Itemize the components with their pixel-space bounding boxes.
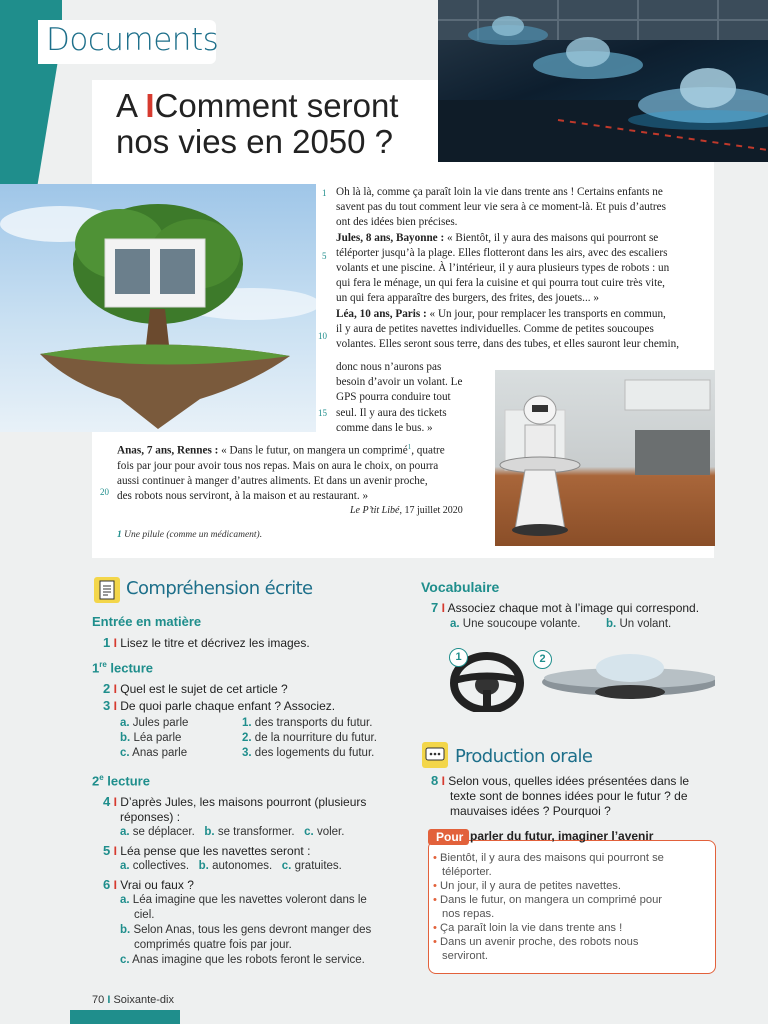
pour-item-text: serviront.	[442, 950, 489, 962]
text-line: ont des idées bien précises.	[336, 216, 458, 229]
flying-saucers-image	[438, 0, 768, 162]
question-number: 8	[431, 773, 439, 788]
footer-bar: I	[107, 994, 111, 1006]
text-line: qui fera le ménage, un qui fera la cuisine et qui pourra tout cuire très vite,	[336, 277, 665, 290]
text-line: « Bientôt, il y aura des maisons qui pourront se	[444, 231, 659, 244]
question-3: 3 I De quoi parle chaque enfant ? Associez.	[103, 698, 336, 713]
text-line: fois par jour pour avoir tous nos repas. Mais on aura le choix, on pourra	[117, 459, 439, 472]
pour-item-text: Dans le futur, on mangera un comprimé pour	[440, 894, 663, 906]
text-line: « Dans le futur, on mangera un comprimé	[218, 444, 408, 457]
section-label: Documents	[46, 22, 219, 58]
pour-item: • Dans le futur, on mangera un comprimé pour nos repas.	[433, 894, 663, 920]
pour-title: parler du futur, imaginer l’avenir	[470, 829, 654, 843]
q4-options	[120, 825, 344, 840]
question-number: 2	[103, 681, 111, 696]
question-6: 6 I Vrai ou faux ?	[103, 877, 194, 892]
question-text: Associez chaque mot à l’image qui correspond.	[447, 601, 700, 615]
article-text-narrow	[336, 360, 476, 436]
page-footer	[92, 994, 174, 1006]
text-line: il y aura de petites navettes individuelles. Comme de petites soucoupes	[336, 322, 654, 335]
pour-item-text: nos repas.	[442, 908, 495, 920]
source-name: Le P’tit Libé	[350, 505, 400, 516]
jules-name: Jules, 8 ans, Bayonne :	[336, 231, 445, 244]
option-letter: b.	[606, 618, 617, 630]
text-line: volants et une piscine. À l’intérieur, il y aura plusieurs types de robots : un	[336, 262, 670, 275]
lecture-number: 2	[92, 773, 100, 789]
lecture-label: lecture	[103, 773, 150, 789]
option-letter: c.	[120, 747, 130, 759]
text-line: des robots nous serviront, à la maison et au restaurant. »	[117, 490, 369, 503]
text-line: « Un jour, pour remplacer les transports en commun,	[426, 307, 666, 320]
lecture-2-heading	[92, 773, 150, 788]
option-text: collectives.	[132, 860, 190, 872]
line-number: 5	[322, 251, 327, 261]
text-line: un qui fera apparaître des burgers, des frites, des jouets... »	[336, 292, 599, 305]
q5-options	[120, 859, 342, 874]
footer-teal-band	[70, 1010, 180, 1024]
question-2: 2 I Quel est le sujet de cet article ?	[103, 681, 288, 696]
text-line: volantes. Elles seront sous terre, dans des tubes, et elles sauront leur chemin,	[336, 338, 679, 351]
text-line: seul. Il y aura des tickets	[336, 406, 447, 419]
footnote-number: 1	[117, 530, 122, 540]
question-text: D’après Jules, les maisons pourront (plusieurs	[120, 795, 367, 809]
option-letter: c.	[281, 860, 292, 872]
entree-en-matiere-heading: Entrée en matière	[92, 614, 202, 629]
title-line-2: nos vies en 2050 ?	[116, 123, 394, 160]
option-text: Jules parle	[132, 717, 189, 729]
flying-saucer-image	[535, 648, 715, 713]
option-text: se transformer.	[217, 826, 295, 838]
option-letter: c.	[304, 826, 314, 838]
option-text: Léa parle	[133, 732, 182, 744]
question-1: 1 I Lisez le titre et décrivez les images.	[103, 635, 310, 650]
vocabulaire-heading: Vocabulaire	[421, 579, 500, 595]
question-text: texte sont de bonnes idées pour le futur ? de	[450, 789, 688, 803]
question-text: Lisez le titre et décrivez les images.	[120, 636, 310, 650]
text-line: donc nous n’aurons pas	[336, 361, 442, 373]
text-line: besoin d’avoir un volant. Le	[336, 376, 463, 389]
option-text: Une soucoupe volante.	[462, 618, 581, 630]
option-text: Anas parle	[132, 747, 188, 759]
floating-tree-house-image	[0, 184, 316, 432]
pour-item-text: Un jour, il y aura de petites navettes.	[440, 880, 621, 892]
option-letter: a.	[450, 618, 460, 630]
footnote-text: Une pilule (comme un médicament).	[124, 530, 263, 540]
option-letter: a.	[120, 826, 130, 838]
article-source	[350, 503, 463, 518]
option-text: des logements du futur.	[254, 747, 375, 759]
lecture-1-heading	[92, 660, 153, 675]
option-number: 3.	[242, 747, 252, 759]
lecture-sup: e	[99, 773, 104, 782]
title-line-1: Comment seront	[154, 87, 399, 124]
question-text: Selon vous, quelles idées présentées dans le	[448, 774, 690, 788]
pour-item-text: Bientôt, il y aura des maisons qui pourront se	[440, 852, 664, 864]
question-7: 7 I Associez chaque mot à l’image qui correspond.	[431, 600, 700, 615]
option-number: 2.	[242, 732, 252, 744]
option-number: 1.	[242, 717, 252, 729]
question-number: 7	[431, 600, 439, 615]
question-8: 8 I Selon vous, quelles idées présentées dans le texte sont de bonnes idées pour le futur ? de mauvaises idées ? Pourquoi ?	[431, 773, 690, 818]
line-number: 1	[322, 188, 327, 198]
article-letter: A	[116, 87, 137, 124]
speech-icon	[422, 742, 448, 768]
question-number: 5	[103, 843, 111, 858]
question-text: mauvaises idées ? Pourquoi ?	[450, 804, 611, 818]
pour-list	[433, 851, 709, 963]
option-text: Selon Anas, tous les gens devront manger des	[133, 924, 372, 936]
text-line: téléporter jusqu’à la plage. Elles flotteront dans les airs, avec des escaliers	[336, 246, 668, 259]
option-text: autonomes.	[212, 860, 273, 872]
footnote-mark: 1	[407, 443, 412, 451]
jules-paragraph	[336, 231, 704, 246]
option-text: gratuites.	[294, 860, 342, 872]
article-text	[336, 185, 704, 352]
image-number-1: 1	[449, 648, 468, 667]
image-number-2: 2	[533, 650, 552, 669]
line-number: 10	[318, 331, 327, 341]
pour-item: • Dans un avenir proche, des robots nous serviront.	[433, 936, 639, 962]
page-word: Soixante-dix	[113, 994, 174, 1006]
option-text: des transports du futur.	[254, 717, 373, 729]
question-number: 4	[103, 794, 111, 809]
q6-options: a. Léa imagine que les navettes voleront dans le ciel. b. Selon Anas, tous les gens devront manger des comprimés quatre fois par jour. c. Anas imagine que les robots feront le service.	[120, 893, 390, 968]
document-icon	[94, 577, 120, 603]
option-letter: a.	[120, 860, 130, 872]
option-letter: b.	[204, 826, 215, 838]
pour-item: • Ça paraît loin la vie dans trente ans !	[433, 922, 623, 934]
question-text: De quoi parle chaque enfant ? Associez.	[120, 699, 336, 713]
text-line: aussi continuer à manger d’autres aliments. Et dans un avenir proche,	[117, 475, 428, 488]
pour-item: • Un jour, il y aura de petites navettes.	[433, 880, 621, 892]
text-line: GPS pourra conduire tout	[336, 391, 451, 404]
question-number: 6	[103, 877, 111, 892]
source-date: , 17 juillet 2020	[399, 505, 463, 516]
pour-item-text: Dans un avenir proche, des robots nous	[440, 936, 639, 948]
question-4: 4 I D’après Jules, les maisons pourront (plusieurs réponses) :	[103, 794, 367, 824]
question-number: 1	[103, 635, 111, 650]
line-number: 15	[318, 408, 327, 418]
comprehension-title: Compréhension écrite	[126, 578, 313, 599]
option-letter: b.	[120, 732, 131, 744]
pour-item-text: téléporter.	[442, 866, 492, 878]
question-text: Quel est le sujet de cet article ?	[120, 682, 288, 696]
option-text: Un volant.	[619, 618, 672, 630]
lecture-label: lecture	[106, 660, 154, 676]
q7-options	[450, 617, 671, 632]
anas-paragraph	[117, 440, 487, 505]
question-5: 5 I Léa pense que les navettes seront :	[103, 843, 311, 858]
text-line: , quatre	[411, 444, 445, 457]
page-number: 70	[92, 994, 105, 1006]
waiter-robot-image	[495, 370, 715, 546]
option-text: ciel.	[134, 909, 155, 921]
q3-left-options	[120, 716, 188, 761]
footnote	[117, 530, 262, 540]
anas-name: Anas, 7 ans, Rennes :	[117, 444, 219, 457]
text-line: savent pas du tout comment leur vie sera à ce moment-là. Et puis d’autres	[336, 201, 666, 214]
option-text: voler.	[316, 826, 345, 838]
option-letter: a.	[120, 717, 130, 729]
option-text: comprimés quatre fois par jour.	[134, 939, 292, 951]
option-text: se déplacer.	[132, 826, 195, 838]
pour-item-text: Ça paraît loin la vie dans trente ans !	[440, 922, 623, 934]
question-text: Léa pense que les navettes seront :	[120, 844, 311, 858]
lea-paragraph	[336, 307, 704, 322]
option-text: de la nourriture du futur.	[254, 732, 377, 744]
pour-item: • Bientôt, il y aura des maisons qui pourront se téléporter.	[433, 852, 664, 878]
lecture-number: 1	[92, 660, 100, 676]
lea-name: Léa, 10 ans, Paris :	[336, 307, 427, 320]
line-number: 20	[100, 487, 109, 497]
question-text: Vrai ou faux ?	[120, 878, 194, 892]
lecture-sup: re	[99, 660, 107, 669]
question-text: réponses) :	[120, 810, 181, 824]
q3-right-options	[242, 716, 377, 761]
text-line: Oh là là, comme ça paraît loin la vie dans trente ans ! Certains enfants ne	[336, 186, 663, 198]
option-letter: b.	[198, 860, 209, 872]
option-text: Léa imagine que les navettes voleront dans le	[132, 894, 367, 906]
question-number: 3	[103, 698, 111, 713]
text-line: comme dans le bus. »	[336, 421, 433, 434]
option-text: Anas imagine que les robots feront le service.	[132, 954, 365, 966]
title-bar: I	[145, 87, 155, 124]
article-title	[116, 88, 398, 160]
pour-tag: Pour	[428, 829, 469, 845]
production-orale-title: Production orale	[455, 746, 593, 767]
